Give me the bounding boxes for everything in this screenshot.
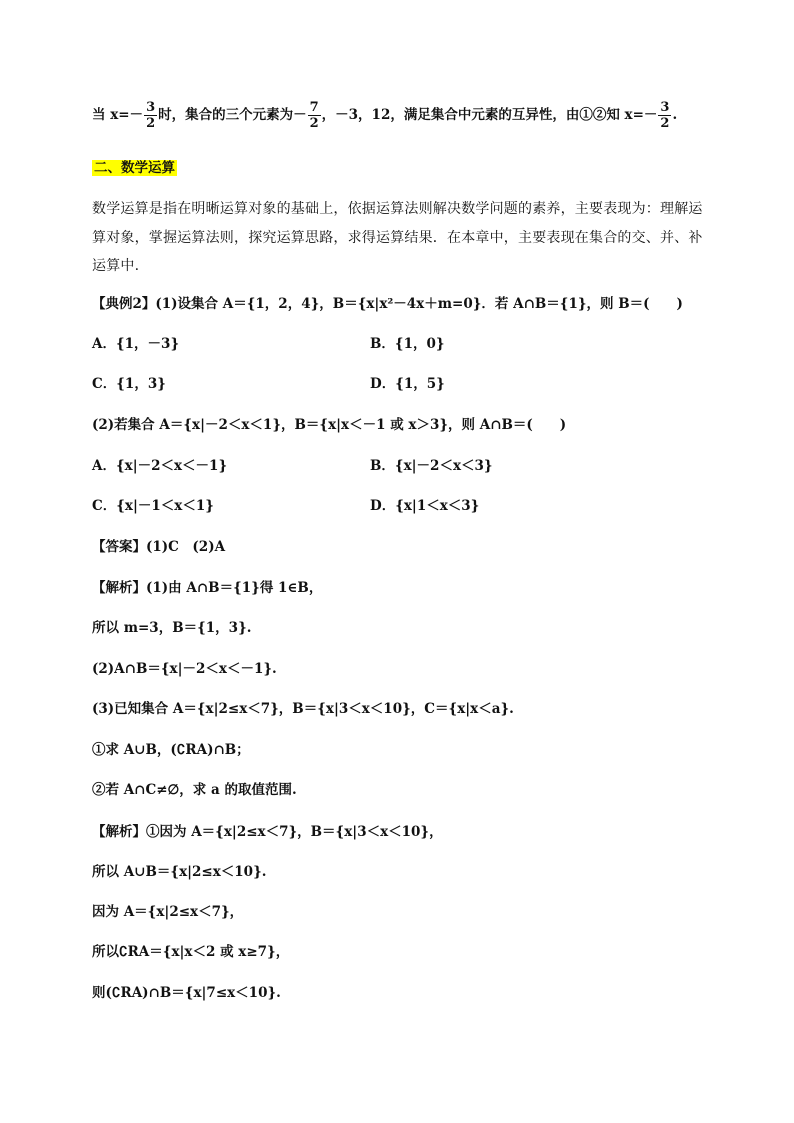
q1-option-b: B．{1，0} [370,336,445,352]
fraction-numerator: 3 [146,100,156,115]
analysis-line-3: (2)A∩B＝{x|－2＜x＜－1}. [92,661,277,677]
intro-line-3: 运算中. [92,258,140,274]
fraction-denominator: 2 [146,116,156,131]
example-question-2: (2)若集合 A＝{x|－2＜x＜1}，B＝{x|x＜－1 或 x＞3}，则 A∩B＝( ) [92,417,567,433]
q2-option-d: D．{x|1＜x＜3} [370,498,480,514]
fraction-line [92,100,677,131]
intro-line-2: 算对象，掌握运算法则，探究运算思路，求得运算结果．在本章中，主要表现在集合的交、并、补 [92,230,703,246]
fraction-three-halves [144,100,157,131]
analysis-line-1: 【解析】(1)由 A∩B＝{1}得 1∈B， [92,580,323,596]
fraction-seven-halves [308,100,321,131]
line-prefix: 当 x=－ [92,107,144,123]
fraction-denominator: 2 [309,116,319,131]
q2-option-c: C．{x|－1＜x＜1} [92,498,214,514]
solution-line-3: 因为 A＝{x|2≤x＜7}， [92,904,244,920]
solution-line-5: 则(∁RA)∩B＝{x|7≤x＜10}. [92,985,281,1001]
section-heading-row [92,158,177,178]
fraction-three-halves-end [658,100,671,131]
example-question-3: (3)已知集合 A＝{x|2≤x＜7}，B＝{x|3＜x＜10}，C＝{x|x＜a}. [92,701,514,717]
q3-part-1: ①求 A∪B，(∁RA)∩B； [92,742,250,758]
q3-part-2: ②若 A∩C≠∅，求 a 的取值范围. [92,782,297,798]
q2-option-b: B．{x|－2＜x＜3} [370,458,493,474]
q2-option-a: A．{x|－2＜x＜－1} [92,458,228,474]
fraction-denominator: 2 [660,116,670,131]
line-middle: 时，集合的三个元素为－ [158,107,307,123]
line-end: . [672,107,678,123]
answer-line: 【答案】(1)C (2)A [92,539,226,555]
solution-line-1: 【解析】①因为 A＝{x|2≤x＜7}，B＝{x|3＜x＜10}， [92,824,443,840]
q1-option-d: D．{1，5} [370,376,445,392]
line-tail: ，－3，12，满足集合中元素的互异性，由①②知 x=－ [321,107,658,123]
solution-line-2: 所以 A∪B＝{x|2≤x＜10}. [92,864,267,880]
section-heading: 二、数学运算 [94,160,175,176]
solution-line-4: 所以∁RA＝{x|x＜2 或 x≥7}， [92,944,290,960]
fraction-numerator: 3 [660,100,670,115]
example-question-1: 【典例2】(1)设集合 A＝{1，2，4}，B＝{x|x²－4x＋m=0}．若 A∩B＝{1}，则 B＝( ) [92,296,683,312]
fraction-numerator: 7 [309,100,319,115]
analysis-line-2: 所以 m=3，B＝{1，3}. [92,620,252,636]
intro-line-1: 数学运算是指在明晰运算对象的基础上，依据运算法则解决数学问题的素养，主要表现为：理解运 [92,201,703,217]
q1-option-c: C．{1，3} [92,376,166,392]
q1-option-a: A．{1，－3} [92,336,180,352]
